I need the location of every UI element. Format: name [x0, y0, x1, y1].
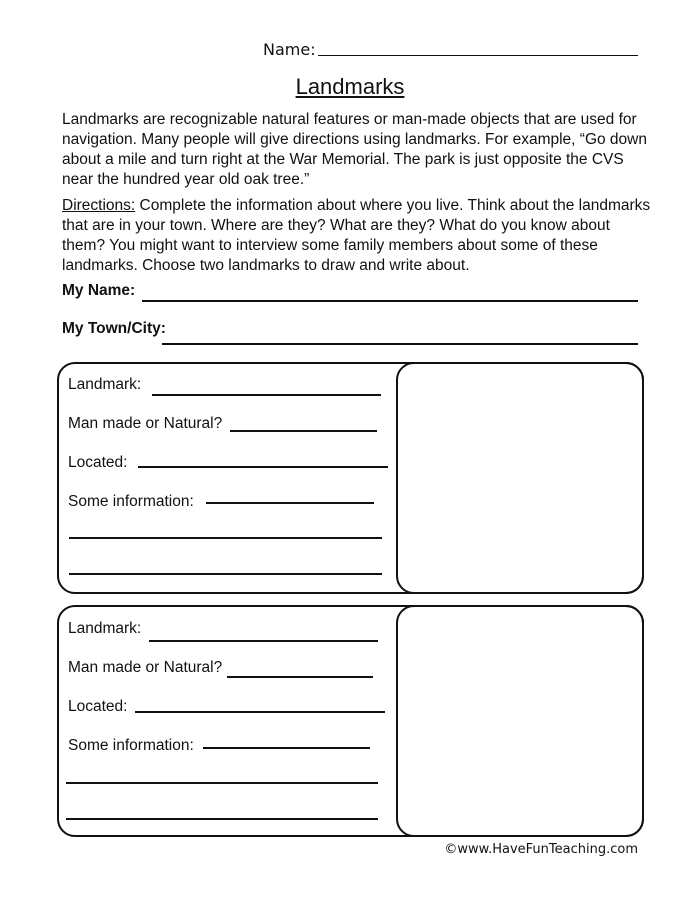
name-line[interactable] [318, 55, 638, 56]
card1-extra-line-1[interactable] [69, 537, 382, 539]
card2-info-label: Some information: [68, 737, 194, 754]
card1-info-label: Some information: [68, 493, 194, 510]
card1-located-line[interactable] [138, 466, 388, 468]
card2-info-line[interactable] [203, 747, 370, 749]
card2-landmark-label: Landmark: [68, 620, 142, 637]
my-town-line[interactable] [162, 343, 638, 345]
directions-text: Complete the information about where you live. Think about the landmarks that are in your town. Where are they? What are they? What do you know about them? You might want to interview some family members about some of these landmarks. Choose two landmarks to draw and write about. [62, 197, 651, 274]
drawing-box-2[interactable] [396, 605, 644, 837]
card2-extra-line-1[interactable] [66, 782, 378, 784]
card2-landmark-line[interactable] [149, 640, 378, 642]
card2-extra-line-2[interactable] [66, 818, 378, 820]
card2-type-line[interactable] [227, 676, 373, 678]
card1-type-line[interactable] [230, 430, 377, 432]
copyright-footer: ©www.HaveFunTeaching.com [444, 842, 638, 857]
card1-type-label: Man made or Natural? [68, 415, 223, 432]
card2-located-label: Located: [68, 698, 128, 715]
card1-landmark-label: Landmark: [68, 376, 142, 393]
drawing-box-1[interactable] [396, 362, 644, 594]
name-label: Name: [263, 40, 316, 59]
card1-landmark-line[interactable] [152, 394, 381, 396]
my-name-label: My Name: [62, 282, 136, 299]
card1-located-label: Located: [68, 454, 128, 471]
card2-type-label: Man made or Natural? [68, 659, 223, 676]
directions-paragraph [62, 196, 652, 276]
my-town-label: My Town/City: [62, 320, 166, 337]
my-name-line[interactable] [142, 300, 638, 302]
intro-paragraph: Landmarks are recognizable natural features or man-made objects that are used for navigation. Many people will give directions using landmarks. For example, “Go down about a mile and turn right at the War Memorial. The park is just opposite the CVS near the hundred year old oak tree.” [62, 111, 647, 188]
card2-located-line[interactable] [135, 711, 385, 713]
card1-extra-line-2[interactable] [69, 573, 382, 575]
card1-info-line[interactable] [206, 502, 374, 504]
directions-label: Directions: [62, 197, 136, 214]
page-title: Landmarks [295, 74, 405, 99]
